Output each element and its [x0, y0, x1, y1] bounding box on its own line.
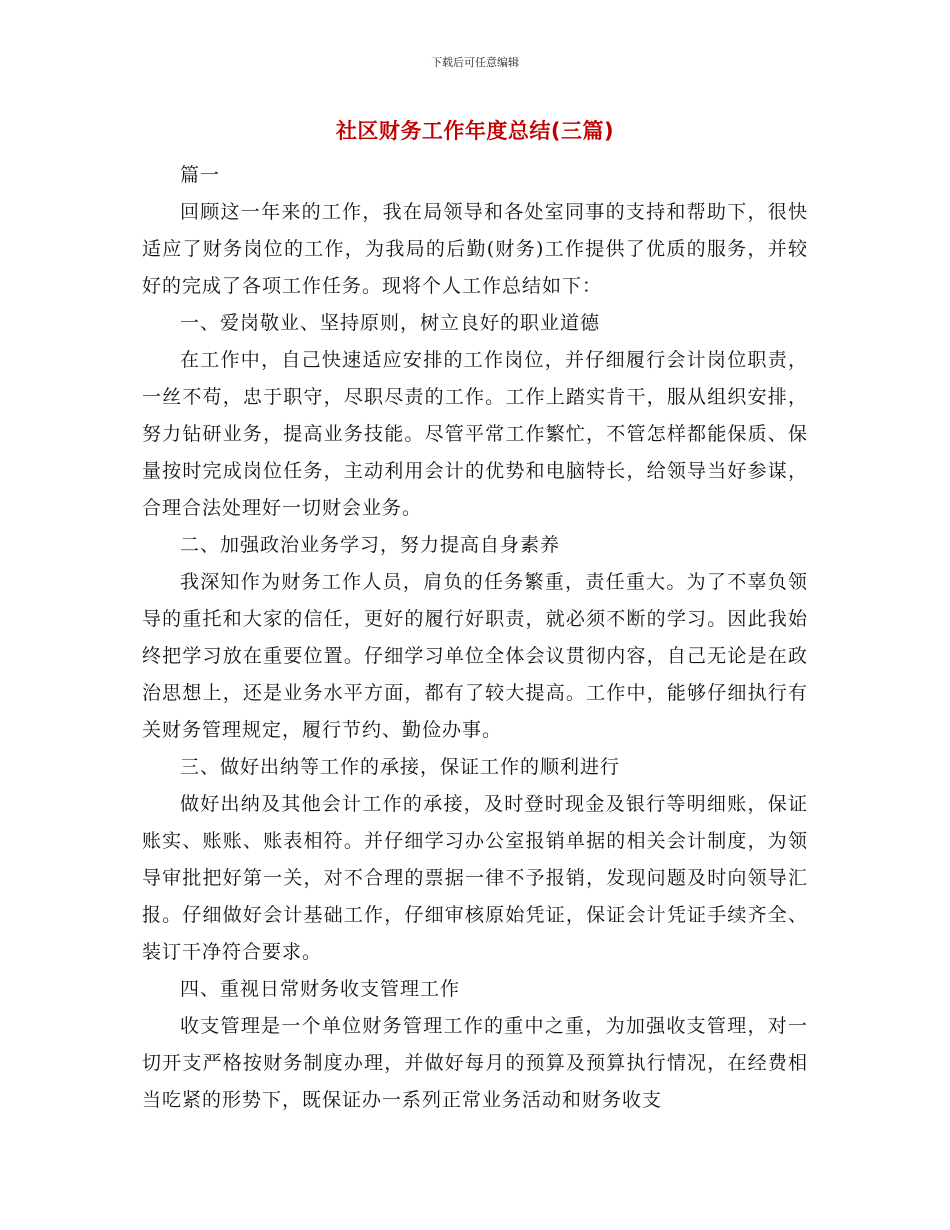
- paragraph: 做好出纳及其他会计工作的承接，及时登时现金及银行等明细账，保证账实、账账、账表相符。并仔细学习办公室报销单据的相关会计制度，为领导审批把好第一关，对不合理的票据一律不予报销，发现问题及时向领导汇报。仔细做好会计基础工作，仔细审核原始凭证，保证会计凭证手续齐全、装订干净符合要求。: [142, 793, 808, 963]
- section-label: 篇一: [180, 164, 221, 186]
- paragraph: 收支管理是一个单位财务管理工作的重中之重，为加强收支管理，对一切开支严格按财务制度办理，并做好每月的预算及预算执行情况，在经费相当吃紧的形势下，既保证办一系列正常业务活动和财务收支: [142, 1015, 808, 1111]
- section-heading: 二、加强政治业务学习，努力提高自身素养: [180, 534, 561, 556]
- paragraph: 在工作中，自己快速适应安排的工作岗位，并仔细履行会计岗位职责，一丝不苟，忠于职守，尽职尽责的工作。工作上踏实肯干，服从组织安排，努力钻研业务，提高业务技能。尽管平常工作繁忙，不管怎样都能保质、保量按时完成岗位任务，主动利用会计的优势和电脑特长，给领导当好参谋，合理合法处理好一切财会业务。: [142, 349, 808, 519]
- paragraph: 回顾这一年来的工作，我在局领导和各处室同事的支持和帮助下，很快适应了财务岗位的工作，为我局的后勤(财务)工作提供了优质的服务，并较好的完成了各项工作任务。现将个人工作总结如下：: [142, 201, 808, 297]
- section-heading: 一、爱岗敬业、坚持原则，树立良好的职业道德: [180, 312, 601, 334]
- document-body: [142, 157, 808, 1119]
- section-heading: 四、重视日常财务收支管理工作: [180, 978, 461, 1000]
- paragraph: 我深知作为财务工作人员，肩负的任务繁重，责任重大。为了不辜负领导的重托和大家的信任，更好的履行好职责，就必须不断的学习。因此我始终把学习放在重要位置。仔细学习单位全体会议贯彻内容，自己无论是在政治思想上，还是业务水平方面，都有了较大提高。工作中，能够仔细执行有关财务管理规定，履行节约、勤俭办事。: [142, 571, 808, 741]
- document-title: 社区财务工作年度总结(三篇): [335, 119, 615, 143]
- header-note: 下载后可任意编辑: [431, 56, 519, 69]
- section-heading: 三、做好出纳等工作的承接，保证工作的顺利进行: [180, 756, 621, 778]
